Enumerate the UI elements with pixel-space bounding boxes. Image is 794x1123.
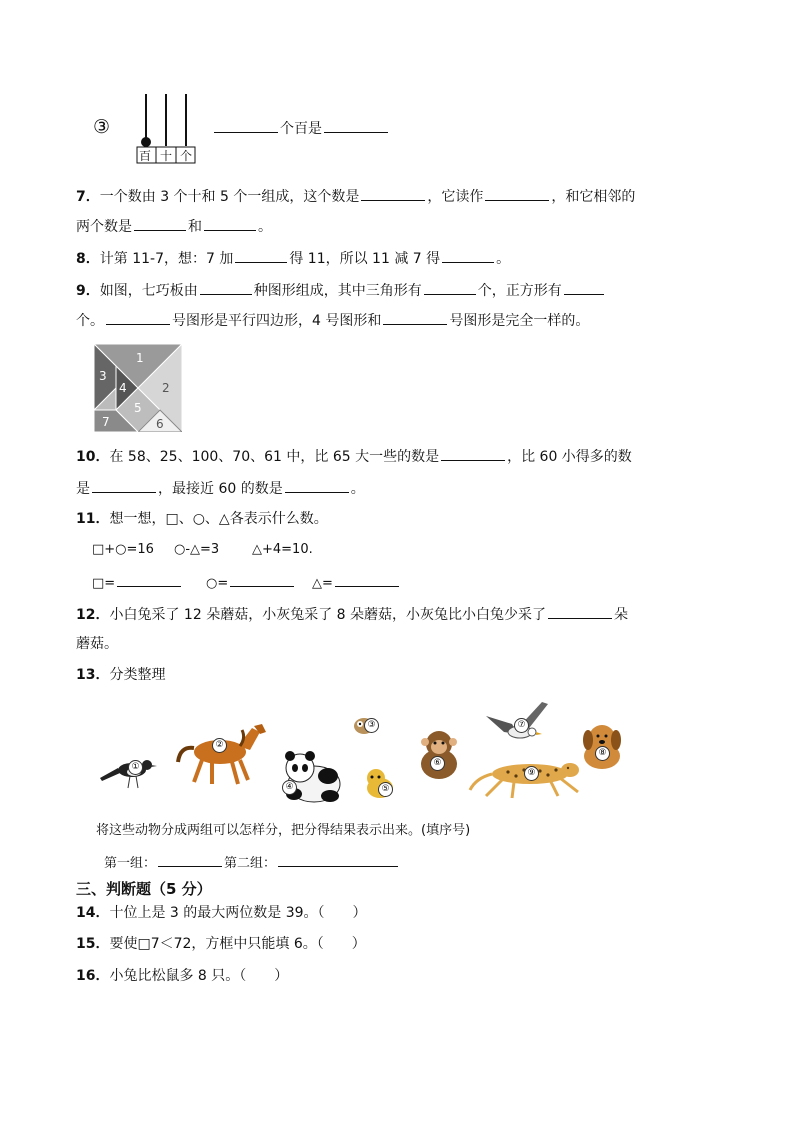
blank[interactable]: [564, 280, 604, 295]
blank[interactable]: [485, 186, 549, 201]
blank[interactable]: [548, 604, 612, 619]
monkey-icon: [414, 728, 464, 780]
blank[interactable]: [134, 216, 186, 231]
question-8: 8．计第 11-7，想：7 加 得 11，所以 11 减 7 得 。: [76, 248, 510, 269]
tangram-label-7: 7: [102, 415, 110, 429]
question-16: 16．小兔比松鼠多 8 只。（ ）: [76, 968, 289, 984]
tangram-figure: [94, 344, 182, 432]
blank[interactable]: [324, 118, 388, 133]
q13-groups: 第一组： 第二组：: [104, 852, 400, 874]
blank[interactable]: [424, 280, 476, 295]
abacus-question: 个百是: [212, 118, 390, 139]
question-10-line1: 10．在 58、25、100、70、61 中，比 65 大一些的数是 ，比 60 小得多的数: [76, 446, 632, 467]
animal-number-8: ⑧: [595, 746, 610, 761]
horse-icon: [176, 722, 268, 788]
abacus-marker: ③: [93, 116, 111, 138]
animal-number-7: ⑦: [514, 718, 529, 733]
section-3-title: 三、判断题（5 分）: [76, 880, 212, 898]
q11-eq3: △+4=10.: [252, 542, 313, 557]
blank[interactable]: [230, 572, 294, 587]
blank[interactable]: [335, 572, 399, 587]
blank[interactable]: [214, 118, 278, 133]
abacus-col-ones: 个: [180, 149, 193, 163]
animal-number-1: ①: [128, 760, 143, 775]
animal-number-4: ④: [282, 780, 297, 795]
tangram-label-2: 2: [162, 381, 170, 395]
question-12-line1: 12．小白兔采了 12 朵蘑菇，小灰兔采了 8 朵蘑菇，小灰兔比小白兔少采了 朵: [76, 604, 628, 625]
animal-number-3: ③: [364, 718, 379, 733]
animal-number-5: ⑤: [378, 782, 393, 797]
blank[interactable]: [383, 310, 447, 325]
blank[interactable]: [235, 248, 287, 263]
animal-number-9: ⑨: [524, 766, 539, 781]
question-7-line2: 两个数是 和 。: [76, 216, 272, 237]
question-14: 14．十位上是 3 的最大两位数是 39。（ ）: [76, 905, 367, 921]
blank[interactable]: [204, 216, 256, 231]
blank[interactable]: [441, 446, 505, 461]
blank[interactable]: [106, 310, 170, 325]
question-15: 15．要使□7＜72，方框中只能填 6。（ ）: [76, 936, 366, 952]
question-13-title: 13．分类整理: [76, 667, 166, 683]
abacus-col-tens: 十: [160, 149, 173, 163]
question-12-line2: 蘑菇。: [76, 636, 118, 652]
animals-picture: [96, 696, 644, 808]
abacus-col-hundreds: 百: [139, 149, 152, 163]
question-11-title: 11．想一想，□、○、△各表示什么数。: [76, 511, 328, 527]
blank[interactable]: [285, 478, 349, 493]
tangram-label-1: 1: [136, 351, 144, 365]
animal-number-6: ⑥: [430, 756, 445, 771]
q11-eq2: ○-△=3: [174, 542, 220, 557]
tangram-label-5: 5: [134, 401, 142, 415]
tangram-label-4: 4: [119, 381, 127, 395]
question-10-line2: 是 ，最接近 60 的数是 。: [76, 478, 365, 499]
question-9-line1: 9．如图，七巧板由 种图形组成，其中三角形有 个，正方形有: [76, 280, 606, 301]
blank[interactable]: [442, 248, 494, 263]
tangram-label-6: 6: [156, 417, 164, 431]
question-7-line1: 7．一个数由 3 个十和 5 个一组成，这个数是 ，它读作 ，和它相邻的: [76, 186, 635, 207]
blank[interactable]: [117, 572, 181, 587]
blank[interactable]: [92, 478, 156, 493]
blank[interactable]: [200, 280, 252, 295]
abacus-bead: [141, 137, 151, 147]
q11-eq1: □+○=16: [92, 542, 154, 557]
question-9-line2: 个。 号图形是平行四边形，4 号图形和 号图形是完全一样的。: [76, 310, 589, 331]
q11-answer-triangle: △=: [312, 572, 401, 594]
panda-icon: [278, 748, 346, 804]
blank[interactable]: [278, 852, 398, 867]
q11-answer-circle: ○=: [206, 572, 296, 594]
blank[interactable]: [361, 186, 425, 201]
q13-instruction: 将这些动物分成两组可以怎样分，把分得结果表示出来。(填序号): [96, 823, 471, 838]
tangram-label-3: 3: [99, 369, 107, 383]
animal-number-2: ②: [212, 738, 227, 753]
blank[interactable]: [158, 852, 222, 867]
q11-answer-square: □=: [92, 572, 183, 594]
